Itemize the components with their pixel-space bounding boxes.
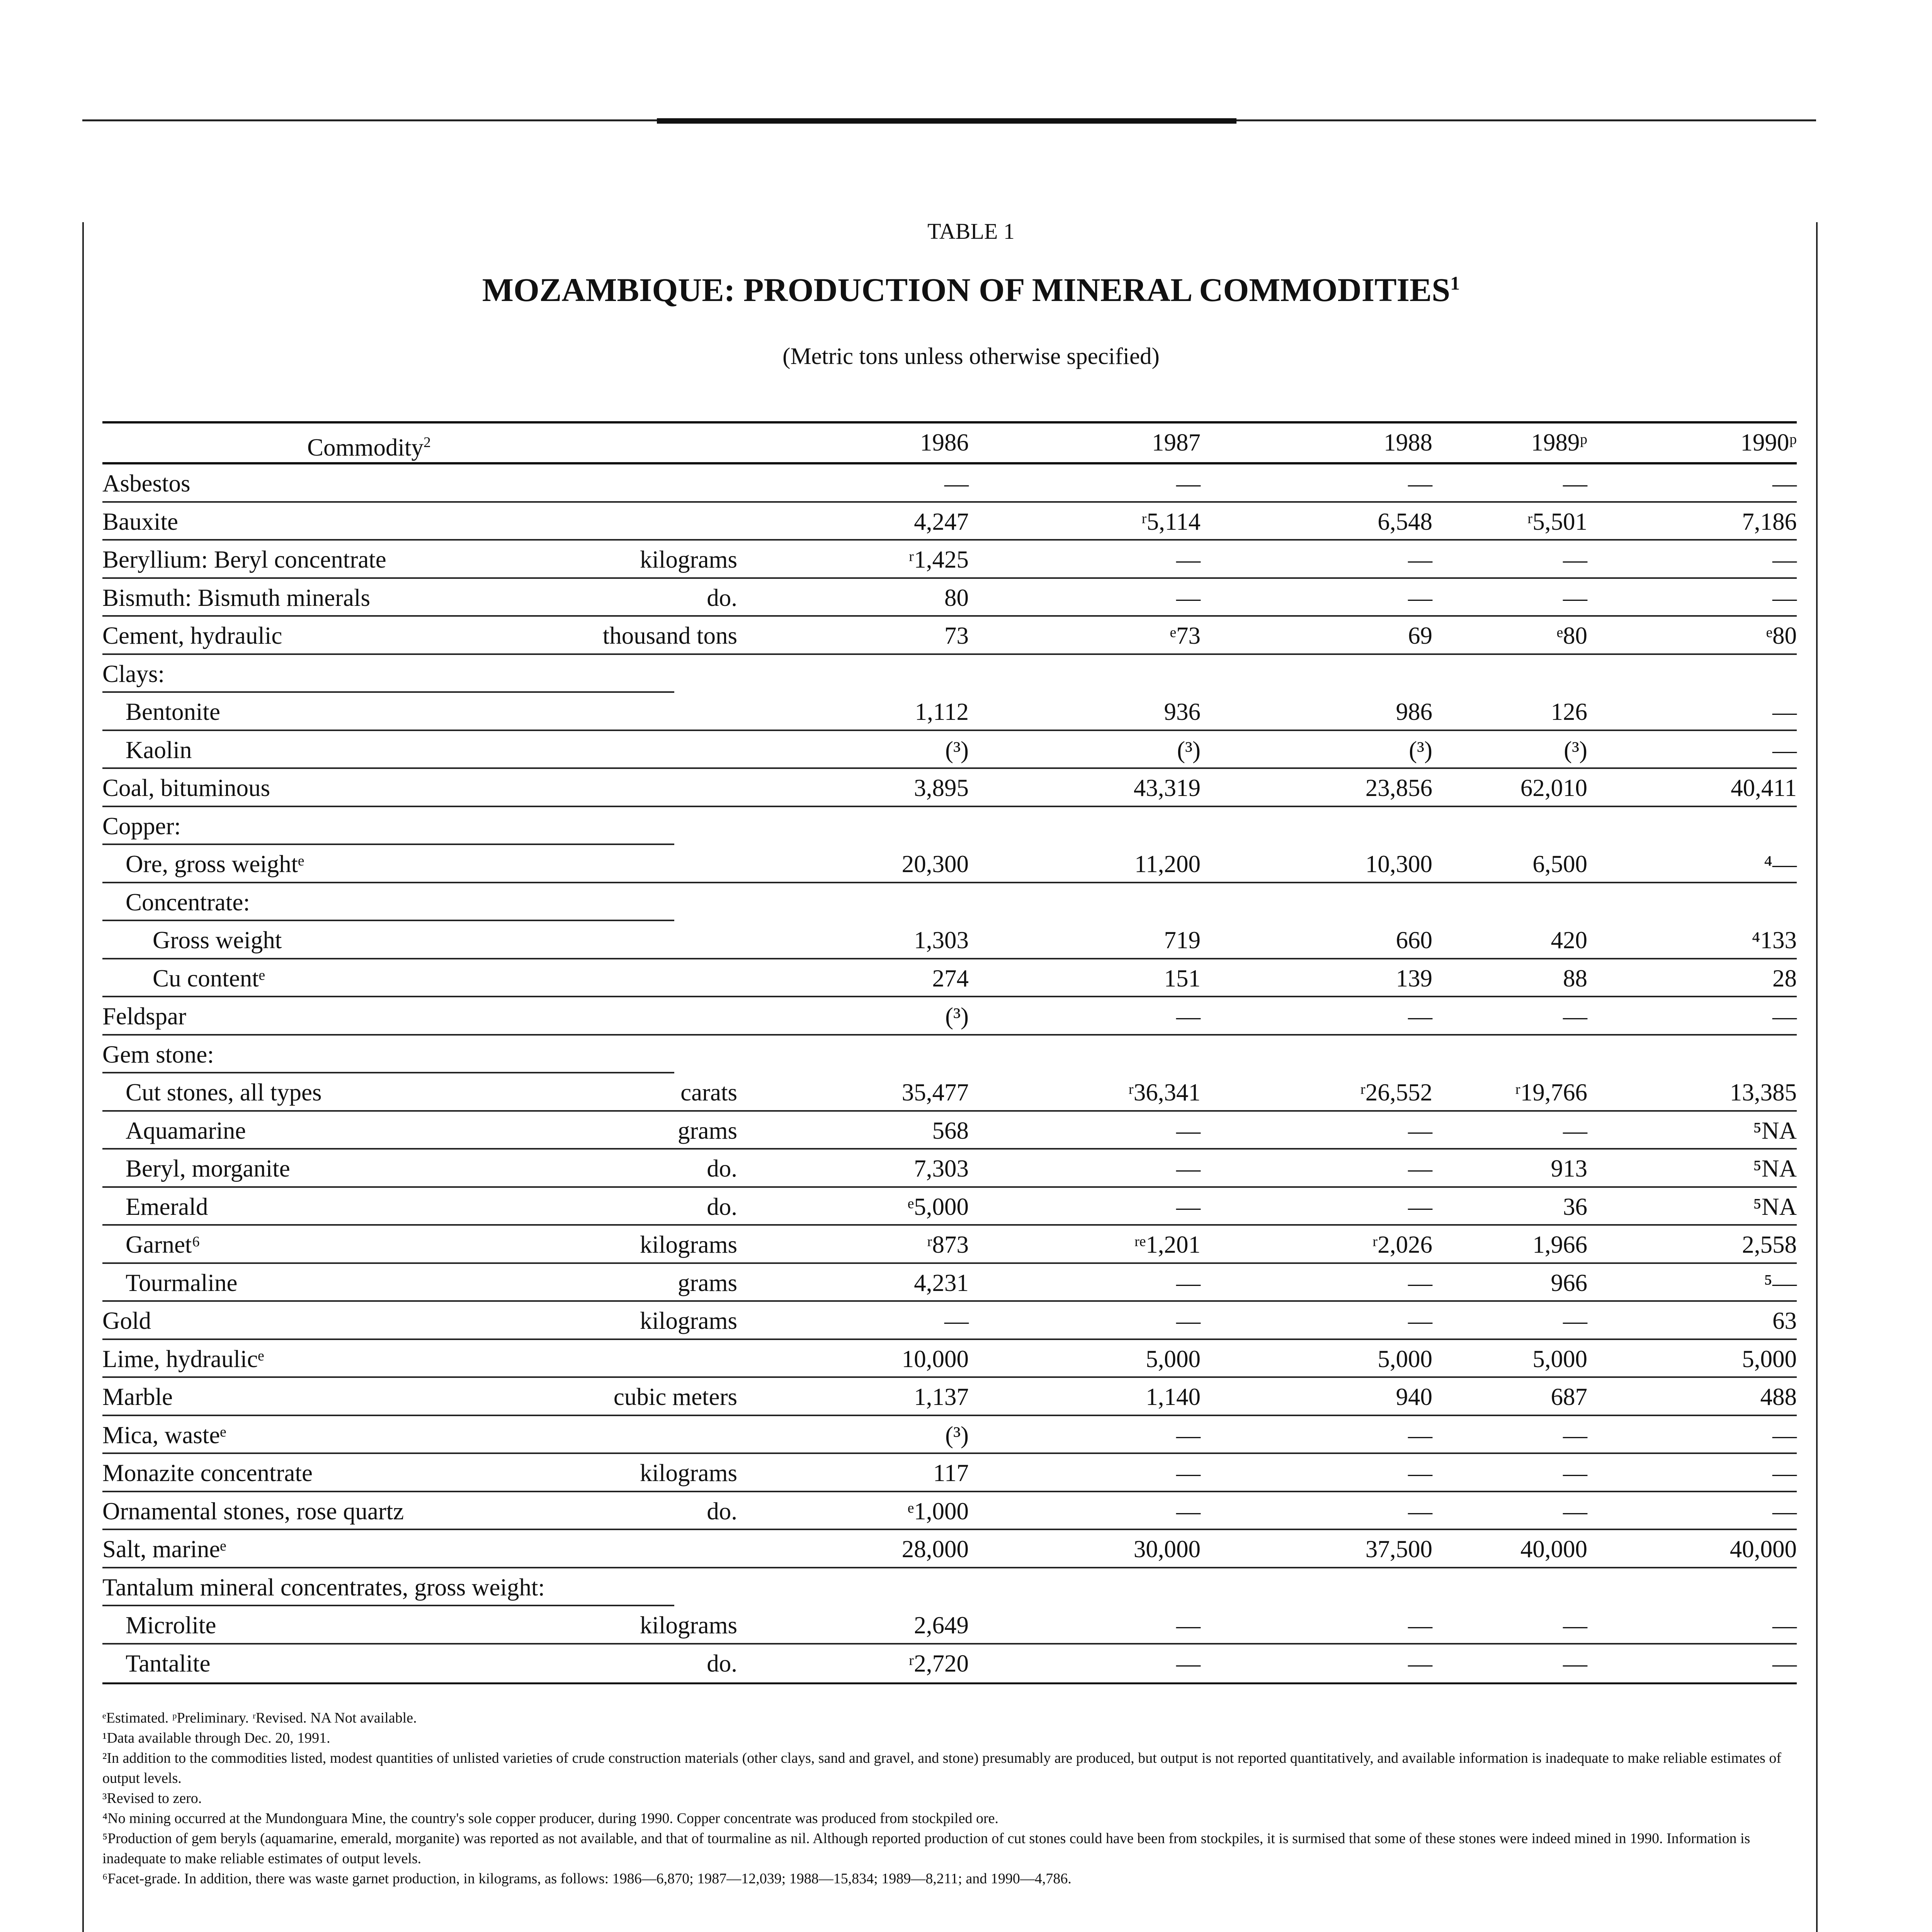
table-title: MOZAMBIQUE: PRODUCTION OF MINERAL COMMODITIES$^1$ [482, 271, 1460, 308]
commodity-name: Ornamental stones, rose quartz [102, 1497, 404, 1525]
table-row [102, 1606, 1797, 1645]
value-cell: (³) [945, 1003, 969, 1030]
commodity-name: Copper: [102, 812, 181, 840]
footnote: ²In addition to the commodities listed, modest quantities of unlisted varieties of crude construction materials (other clays, sand and gravel, and stone) presumably are produced, but output is not reported quantitatively, and available information is inadequate to make reliable estimates of output levels. [102, 1750, 1781, 1786]
value-cell: — [1176, 1193, 1201, 1220]
table-row [102, 1645, 1797, 1685]
value-cell: 11,200 [1134, 850, 1201, 878]
value-cell: — [1772, 1459, 1797, 1486]
value-cell: — [1772, 1612, 1797, 1639]
value-cell: — [1176, 470, 1201, 497]
value-cell: ʳ2,720 [908, 1650, 969, 1677]
right-margin-rule [1816, 222, 1818, 1932]
value-cell: ᵉ80 [1556, 622, 1587, 649]
value-cell: — [1563, 584, 1587, 611]
value-cell: 5,000 [1742, 1345, 1797, 1372]
commodity-name: Coal, bituminous [102, 774, 270, 801]
commodity-name: Beryl, morganite [126, 1155, 290, 1182]
value-cell: — [1176, 1117, 1201, 1144]
value-cell: (³) [945, 736, 969, 764]
commodity-name: Cu contentᵉ [153, 964, 265, 992]
commodity-unit: do. [707, 1497, 737, 1525]
commodity-unit: do. [707, 1155, 737, 1182]
value-cell: — [1176, 584, 1201, 611]
value-cell: — [1176, 546, 1201, 573]
table-row [102, 1454, 1797, 1492]
value-cell: 40,411 [1731, 774, 1797, 801]
production-table [102, 421, 1797, 1684]
value-cell: 6,500 [1532, 850, 1587, 878]
value-cell: — [1772, 584, 1797, 611]
table-row [102, 503, 1797, 541]
value-cell: 23,856 [1365, 774, 1432, 801]
header-year-1987: 1987 [1152, 429, 1201, 456]
value-cell: 126 [1551, 698, 1587, 725]
value-cell: ʳ36,341 [1128, 1079, 1201, 1106]
commodity-name: Marble [102, 1383, 173, 1410]
commodity-name: Asbestos [102, 470, 190, 497]
value-cell: (³) [1564, 736, 1587, 764]
table-row [102, 807, 1797, 845]
commodity-unit: grams [678, 1269, 737, 1296]
commodity-name: Clays: [102, 660, 165, 687]
commodity-name: Feldspar [102, 1003, 186, 1030]
value-cell: — [1408, 1307, 1432, 1334]
value-cell: 28,000 [901, 1536, 969, 1563]
table-row [102, 1036, 1797, 1074]
page-top-rule-accent [657, 118, 1236, 124]
value-cell: — [1408, 470, 1432, 497]
value-cell: 40,000 [1520, 1536, 1587, 1563]
commodity-name: Bismuth: Bismuth minerals [102, 584, 371, 611]
commodity-name: Garnet⁶ [126, 1231, 201, 1258]
value-cell: — [1563, 1650, 1587, 1677]
value-cell: 420 [1551, 927, 1587, 954]
value-cell: — [1408, 546, 1432, 573]
commodity-name: Gross weight [153, 927, 282, 954]
table-header-row [102, 421, 1797, 464]
table-row [102, 1264, 1797, 1302]
value-cell: — [1772, 470, 1797, 497]
left-margin-rule [82, 222, 84, 1932]
value-cell: — [1772, 546, 1797, 573]
value-cell: ʳᵉ1,201 [1134, 1231, 1201, 1258]
commodity-name: Microlite [126, 1612, 216, 1639]
value-cell: — [1408, 1612, 1432, 1639]
value-cell: 10,000 [901, 1345, 969, 1372]
value-cell: 43,319 [1133, 774, 1201, 801]
value-cell: — [1176, 1307, 1201, 1334]
value-cell: 62,010 [1520, 774, 1587, 801]
value-cell: (³) [1177, 736, 1201, 764]
value-cell: 7,186 [1742, 508, 1797, 535]
footnote: ³Revised to zero. [102, 1790, 202, 1806]
value-cell: 936 [1164, 698, 1201, 725]
value-cell: — [1408, 1421, 1432, 1449]
footnote: ⁶Facet-grade. In addition, there was waste garnet production, in kilograms, as follows: 1986—6,870; 1987—12,039; 1988—15,834; 1989—8,211; and 1990—4,786. [102, 1871, 1071, 1887]
value-cell: — [1408, 1459, 1432, 1486]
commodity-unit: kilograms [640, 1307, 737, 1334]
value-cell: — [944, 1307, 969, 1334]
table-row [102, 731, 1797, 769]
value-cell: ʳ19,766 [1515, 1079, 1587, 1106]
value-cell: 139 [1396, 964, 1432, 992]
value-cell: — [1408, 1155, 1432, 1182]
table-row [102, 1226, 1797, 1264]
table-row [102, 1073, 1797, 1112]
commodity-name: Salt, marineᵉ [102, 1536, 226, 1563]
value-cell: 13,385 [1730, 1079, 1797, 1106]
value-cell: ⁵— [1764, 1269, 1797, 1296]
commodity-name: Kaolin [126, 736, 192, 764]
value-cell: 687 [1551, 1383, 1587, 1410]
table-row [102, 1568, 1797, 1607]
value-cell: 117 [933, 1459, 969, 1486]
footnote: ᵉEstimated. ᵖPreliminary. ʳRevised. NA Not available. [102, 1710, 417, 1726]
commodity-unit: carats [680, 1079, 737, 1106]
value-cell: — [1563, 1307, 1587, 1334]
table-row [102, 1340, 1797, 1378]
value-cell: 37,500 [1365, 1536, 1432, 1563]
commodity-name: Tantalum mineral concentrates, gross weight: [102, 1573, 545, 1601]
table-row [102, 1378, 1797, 1416]
table-row [102, 1530, 1797, 1568]
value-cell: — [1772, 736, 1797, 764]
table-row [102, 883, 1797, 922]
header-year-1989: 1989ᵖ [1531, 429, 1587, 456]
value-cell: — [1563, 470, 1587, 497]
value-cell: — [1563, 1612, 1587, 1639]
value-cell: ⁵NA [1753, 1117, 1797, 1144]
commodity-name: Monazite concentrate [102, 1459, 313, 1486]
table-row [102, 1302, 1797, 1340]
value-cell: — [1176, 1459, 1201, 1486]
value-cell: — [1408, 1650, 1432, 1677]
table-row [102, 693, 1797, 731]
table-row [102, 845, 1797, 883]
value-cell: — [1772, 1497, 1797, 1525]
value-cell: 5,000 [1532, 1345, 1587, 1372]
value-cell: 940 [1396, 1383, 1432, 1410]
commodity-name: Tourmaline [126, 1269, 238, 1296]
value-cell: 488 [1760, 1383, 1797, 1410]
value-cell: (³) [945, 1421, 969, 1449]
footnote: ¹Data available through Dec. 20, 1991. [102, 1730, 330, 1746]
commodity-name: Beryllium: Beryl concentrate [102, 546, 386, 573]
value-cell: — [1772, 698, 1797, 725]
value-cell: 151 [1164, 964, 1201, 992]
value-cell: 30,000 [1133, 1536, 1201, 1563]
value-cell: 5,000 [1146, 1345, 1201, 1372]
value-cell: — [1176, 1421, 1201, 1449]
value-cell: 4,231 [914, 1269, 969, 1296]
value-cell: 274 [932, 964, 969, 992]
table-row [102, 541, 1797, 579]
value-cell: 88 [1563, 964, 1587, 992]
value-cell: — [1408, 1003, 1432, 1030]
value-cell: 986 [1396, 698, 1432, 725]
header-year-1986: 1986 [920, 429, 969, 456]
header-year-1988: 1988 [1384, 429, 1432, 456]
value-cell: 1,303 [914, 927, 969, 954]
commodity-unit: cubic meters [613, 1383, 737, 1410]
value-cell: ⁵NA [1753, 1155, 1797, 1182]
table-label: TABLE 1 [927, 219, 1015, 244]
commodity-name: Gold [102, 1307, 151, 1334]
value-cell: — [1176, 1497, 1201, 1525]
value-cell: — [1408, 584, 1432, 611]
value-cell: — [1176, 1003, 1201, 1030]
table-row [102, 617, 1797, 655]
value-cell: 4,247 [914, 508, 969, 535]
header-commodity: Commodity$^2$ [307, 434, 431, 461]
commodity-name: Mica, wasteᵉ [102, 1421, 226, 1449]
table-row [102, 579, 1797, 617]
table-subtitle: (Metric tons unless otherwise specified) [782, 344, 1160, 369]
value-cell: ʳ26,552 [1360, 1079, 1432, 1106]
commodity-unit: thousand tons [602, 622, 737, 649]
value-cell: 719 [1164, 927, 1201, 954]
table-row [102, 1492, 1797, 1531]
value-cell: 1,140 [1146, 1383, 1201, 1410]
value-cell: — [1563, 546, 1587, 573]
value-cell: — [1772, 1003, 1797, 1030]
commodity-unit: do. [707, 1650, 737, 1677]
value-cell: 7,303 [914, 1155, 969, 1182]
value-cell: 69 [1408, 622, 1432, 649]
value-cell: — [1408, 1497, 1432, 1525]
commodity-unit: do. [707, 584, 737, 611]
value-cell: 80 [944, 584, 969, 611]
commodity-unit: grams [678, 1117, 737, 1144]
value-cell: 568 [932, 1117, 969, 1144]
commodity-name: Cut stones, all types [126, 1079, 322, 1106]
value-cell: 2,558 [1742, 1231, 1797, 1258]
footnote: ⁵Production of gem beryls (aquamarine, emerald, morganite) was reported as not available, and that of tourmaline as nil. Although reported production of cut stones could have been from stockpiles, it is surmised that some of these stones were indeed mined in 1990. Information is inadequate to make reliable estimates of output levels. [102, 1830, 1750, 1867]
value-cell: (³) [1409, 736, 1432, 764]
value-cell: 1,966 [1532, 1231, 1587, 1258]
commodity-unit: kilograms [640, 1459, 737, 1486]
value-cell: — [1176, 1269, 1201, 1296]
value-cell: — [1176, 1612, 1201, 1639]
table-row [102, 769, 1797, 807]
value-cell: — [1772, 1421, 1797, 1449]
value-cell: 73 [944, 622, 969, 649]
commodity-name: Cement, hydraulic [102, 622, 282, 649]
value-cell: ᵉ73 [1170, 622, 1201, 649]
commodity-name: Gem stone: [102, 1041, 214, 1068]
value-cell: 966 [1551, 1269, 1587, 1296]
value-cell: ᵉ80 [1766, 622, 1797, 649]
value-cell: — [1176, 1650, 1201, 1677]
value-cell: — [1176, 1155, 1201, 1182]
value-cell: ⁴133 [1752, 927, 1797, 954]
table-row [102, 1188, 1797, 1226]
commodity-name: Lime, hydraulicᵉ [102, 1345, 264, 1372]
value-cell: ʳ5,501 [1527, 508, 1587, 535]
table-row [102, 1112, 1797, 1150]
value-cell: 1,112 [915, 698, 969, 725]
value-cell: 10,300 [1365, 850, 1432, 878]
value-cell: ʳ873 [927, 1231, 969, 1258]
footnote: ⁴No mining occurred at the Mundonguara Mine, the country's sole copper producer, during 1990. Copper concentrate was produced from stockpiled ore. [102, 1810, 999, 1827]
value-cell: 2,649 [914, 1612, 969, 1639]
value-cell: 5,000 [1378, 1345, 1432, 1372]
table-row [102, 1416, 1797, 1454]
commodity-name: Concentrate: [126, 888, 250, 916]
value-cell: ᵉ5,000 [908, 1193, 969, 1220]
value-cell: — [1408, 1193, 1432, 1220]
value-cell: 63 [1772, 1307, 1797, 1334]
value-cell: ᵉ1,000 [908, 1497, 969, 1525]
value-cell: — [944, 470, 969, 497]
value-cell: 660 [1396, 927, 1432, 954]
table-footnotes [102, 1708, 1797, 1889]
table-row [102, 959, 1797, 998]
value-cell: — [1563, 1421, 1587, 1449]
table-row [102, 464, 1797, 503]
value-cell: 913 [1551, 1155, 1587, 1182]
value-cell: 6,548 [1378, 508, 1432, 535]
table-row [102, 655, 1797, 693]
value-cell: 35,477 [901, 1079, 969, 1106]
commodity-unit: kilograms [640, 1231, 737, 1258]
value-cell: ⁵NA [1753, 1193, 1797, 1220]
value-cell: ʳ1,425 [908, 546, 969, 573]
value-cell: ʳ2,026 [1372, 1231, 1432, 1258]
commodity-name: Emerald [126, 1193, 208, 1220]
value-cell: — [1408, 1269, 1432, 1296]
value-cell: 40,000 [1730, 1536, 1797, 1563]
table-row [102, 1150, 1797, 1188]
commodity-unit: kilograms [640, 1612, 737, 1639]
value-cell: — [1563, 1497, 1587, 1525]
value-cell: — [1563, 1459, 1587, 1486]
commodity-name: Aquamarine [126, 1117, 246, 1144]
commodity-name: Bentonite [126, 698, 220, 725]
value-cell: — [1563, 1117, 1587, 1144]
value-cell: 1,137 [914, 1383, 969, 1410]
value-cell: — [1563, 1003, 1587, 1030]
commodity-name: Bauxite [102, 508, 178, 535]
commodity-unit: do. [707, 1193, 737, 1220]
value-cell: 28 [1772, 964, 1797, 992]
table-row [102, 921, 1797, 959]
value-cell: ⁴— [1764, 850, 1797, 878]
value-cell: — [1772, 1650, 1797, 1677]
table-row [102, 997, 1797, 1036]
commodity-unit: kilograms [640, 546, 737, 573]
commodity-name: Ore, gross weightᵉ [126, 850, 304, 878]
value-cell: 36 [1563, 1193, 1587, 1220]
value-cell: 3,895 [914, 774, 969, 801]
value-cell: ʳ5,114 [1141, 508, 1201, 535]
value-cell: 20,300 [901, 850, 969, 878]
value-cell: — [1408, 1117, 1432, 1144]
header-year-1990: 1990ᵖ [1740, 429, 1797, 456]
commodity-name: Tantalite [126, 1650, 211, 1677]
